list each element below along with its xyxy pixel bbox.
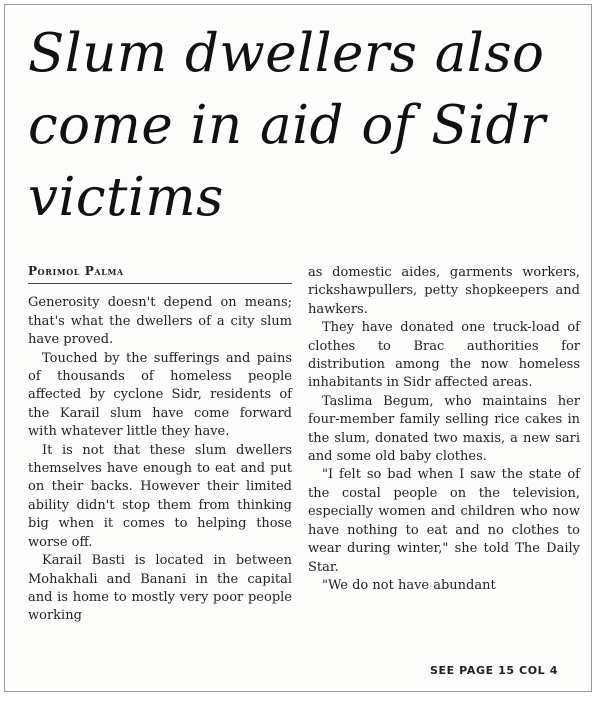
article-paragraph: Taslima Begum, who maintains her four-member family selling rice cakes in the slum, donated two maxis, a new sari and some old baby clothes. [308,393,580,465]
article-paragraph: Karail Basti is located in between Mohakhali and Banani in the capital and is home to mostly very poor people working [28,553,292,624]
article-headline: Slum dwellers also come in aid of Sidr victims [28,23,546,228]
article-paragraph: It is not that these slum dwellers themselves have enough to eat and put on their backs. However their limited ability didn't stop them from thinking big when it comes to helping those worse off. [28,442,292,550]
article-paragraph: They have donated one truck-load of clothes to Brac authorities for distribution among the now homeless inhabitants in Sidr affected areas. [308,320,580,391]
article-paragraph: Generosity doesn't depend on means; that's what the dwellers of a city slum have proved. [28,295,292,348]
article-paragraph: Touched by the sufferings and pains of thousands of homeless people affected by cyclone Sidr, residents of the Karail slum have come forward with whatever little they have. [28,350,292,440]
article-paragraph: "I felt so bad when I saw the state of the costal people on the television, especially women and children who now have nothing to eat and no clothes to wear during winter," she told The Daily Star. [308,467,580,575]
article-paragraph: as domestic aides, garments workers, rickshawpullers, petty shopkeepers and hawkers. [308,265,580,317]
article-paragraph: "We do not have abundant [322,577,496,593]
continuation-note: SEE PAGE 15 COL 4 [430,664,558,677]
article-column-right [308,264,580,595]
article-byline: Porimol Palma [28,262,292,284]
article-column-left [28,262,292,626]
